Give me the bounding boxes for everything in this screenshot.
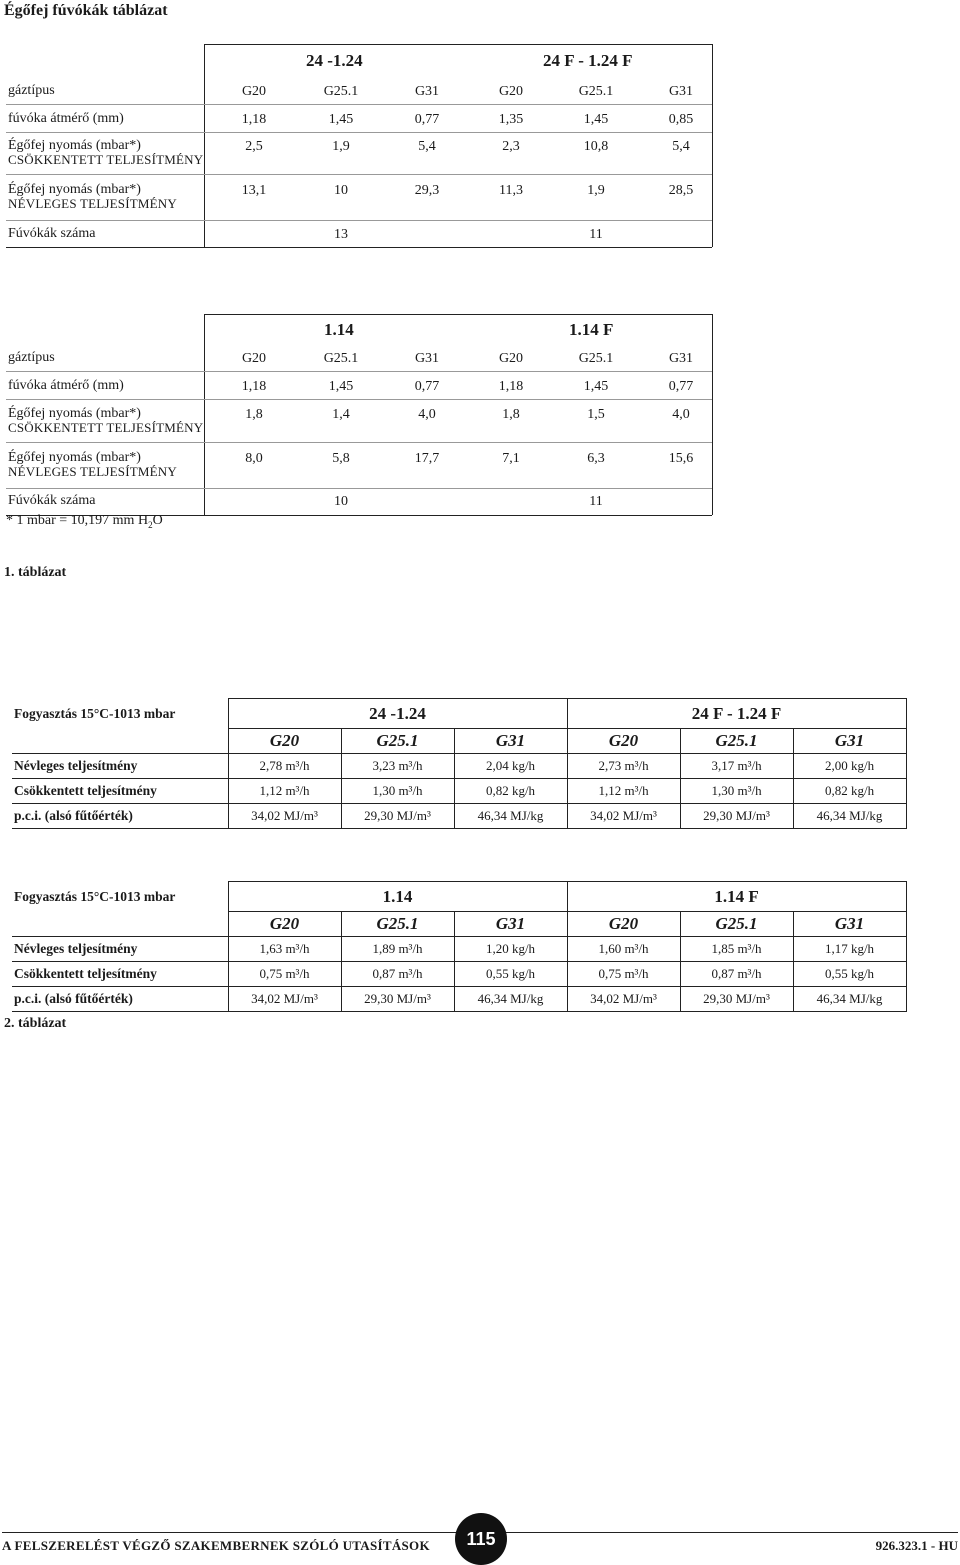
table-cell: 29,30 MJ/m³ xyxy=(341,804,454,829)
table-cell: 29,30 MJ/m³ xyxy=(680,987,793,1012)
table-cell: 17,7 xyxy=(414,451,440,466)
gas-header: G25.1 xyxy=(341,912,454,937)
footnote-sub: 2 xyxy=(148,519,153,530)
row-label: fúvóka átmérő (mm) xyxy=(8,378,124,393)
row-label xyxy=(8,183,177,212)
row-label: Fúvókák száma xyxy=(8,226,96,241)
gas-header: G25.1 xyxy=(341,729,454,754)
table-cell: 2,00 kg/h xyxy=(793,754,906,779)
row-divider xyxy=(6,371,712,372)
table-cell: 1,35 xyxy=(498,112,524,127)
gas-header: G31 xyxy=(668,84,694,99)
footer-title: A FELSZERELÉST VÉGZŐ SZAKEMBERNEK SZÓLÓ UTASÍTÁSOK xyxy=(2,1538,430,1553)
gas-header: G25.1 xyxy=(680,912,793,937)
page-footer xyxy=(0,1508,960,1563)
gas-header: G20 xyxy=(241,351,267,366)
gas-header: G31 xyxy=(414,351,440,366)
row-label-line2: NÉVLEGES TELJESÍTMÉNY xyxy=(8,464,177,479)
burner-table-2 xyxy=(6,314,712,519)
table-cell: 0,75 m³/h xyxy=(567,962,680,987)
table-cell: 10,8 xyxy=(583,139,609,154)
table-cell: 2,3 xyxy=(502,139,520,154)
table-cell: 1,12 m³/h xyxy=(567,779,680,804)
gas-header: G20 xyxy=(228,729,341,754)
row-label: Csökkentett teljesítmény xyxy=(12,962,228,987)
table-cell: 0,77 xyxy=(414,379,440,394)
table-cell: 2,04 kg/h xyxy=(454,754,567,779)
table-cell: 46,34 MJ/kg xyxy=(793,804,906,829)
table-cell: 0,55 kg/h xyxy=(454,962,567,987)
table-cell: 0,77 xyxy=(668,379,694,394)
table-cell: 1,85 m³/h xyxy=(680,937,793,962)
table-cell: 1,63 m³/h xyxy=(228,937,341,962)
group-header: 1.14 F xyxy=(567,882,906,912)
table-caption: 1. táblázat xyxy=(4,565,67,580)
table-cell: 5,4 xyxy=(418,139,436,154)
table-cell: 1,4 xyxy=(332,407,350,422)
table-cell: 46,34 MJ/kg xyxy=(454,804,567,829)
table-row xyxy=(12,804,906,829)
row-divider xyxy=(6,442,712,443)
group-header: 1.14 xyxy=(228,882,567,912)
table-cell: 2,73 m³/h xyxy=(567,754,680,779)
row-label: Névleges teljesítmény xyxy=(12,754,228,779)
table-cell: 7,1 xyxy=(502,451,520,466)
gas-header: G31 xyxy=(454,912,567,937)
table-cell: 4,0 xyxy=(418,407,436,422)
table-cell: 11 xyxy=(589,494,603,509)
row-label-line1: Égőfej nyomás (mbar*) xyxy=(8,406,141,421)
table-cell: 34,02 MJ/m³ xyxy=(228,987,341,1012)
empty-cell xyxy=(12,912,228,937)
row-label-line2: CSÖKKENTETT TELJESÍTMÉNY xyxy=(8,152,204,167)
table-cell: 0,55 kg/h xyxy=(793,962,906,987)
gas-header: G25.1 xyxy=(680,729,793,754)
table-cell: 34,02 MJ/m³ xyxy=(228,804,341,829)
group-header: 24 F - 1.24 F xyxy=(567,699,906,729)
row-label: Névleges teljesítmény xyxy=(12,937,228,962)
table-cell: 0,75 m³/h xyxy=(228,962,341,987)
document-code: 926.323.1 - HU xyxy=(875,1538,958,1553)
table-cell: 34,02 MJ/m³ xyxy=(567,987,680,1012)
table-cell: 5,8 xyxy=(332,451,350,466)
row-label-line1: Égőfej nyomás (mbar*) xyxy=(8,182,141,197)
table-cell: 1,18 xyxy=(498,379,524,394)
table-row xyxy=(12,962,906,987)
table-cell: 46,34 MJ/kg xyxy=(454,987,567,1012)
footnote-tail: O xyxy=(152,513,163,528)
row-label-line2: CSÖKKENTETT TELJESÍTMÉNY xyxy=(8,420,204,435)
table-cell: 1,30 m³/h xyxy=(341,779,454,804)
gas-header: G25.1 xyxy=(578,351,614,366)
consumption-table-1 xyxy=(12,698,906,829)
gas-header: G31 xyxy=(668,351,694,366)
gas-header: G20 xyxy=(498,351,524,366)
group-header: 1.14 F xyxy=(569,320,614,339)
table-cell: 11,3 xyxy=(499,183,523,198)
table-cell: 0,82 kg/h xyxy=(793,779,906,804)
row-divider xyxy=(6,174,712,175)
table-cell: 1,8 xyxy=(502,407,520,422)
row-label xyxy=(8,407,203,436)
table-cell: 2,78 m³/h xyxy=(228,754,341,779)
row-label: fúvóka átmérő (mm) xyxy=(8,111,124,126)
table-cell: 1,18 xyxy=(241,379,267,394)
table-cell: 10 xyxy=(334,183,348,198)
consumption-header-label: Fogyasztás 15°C-1013 mbar xyxy=(12,699,228,729)
table-cell: 1,9 xyxy=(332,139,350,154)
burner-table-1 xyxy=(6,44,712,249)
row-divider xyxy=(6,399,712,400)
table-cell: 46,34 MJ/kg xyxy=(793,987,906,1012)
table-cell: 4,0 xyxy=(672,407,690,422)
row-label-line1: Égőfej nyomás (mbar*) xyxy=(8,450,141,465)
table-cell: 29,3 xyxy=(414,183,440,198)
table-cell: 1,45 xyxy=(583,112,609,127)
gas-type-label: gáztípus xyxy=(8,350,55,365)
consumption-grid xyxy=(12,881,907,1012)
table-cell: 3,23 m³/h xyxy=(341,754,454,779)
gas-header: G31 xyxy=(454,729,567,754)
consumption-header-label: Fogyasztás 15°C-1013 mbar xyxy=(12,882,228,912)
row-divider xyxy=(6,488,712,489)
consumption-grid xyxy=(12,698,907,829)
gas-header: G20 xyxy=(241,84,267,99)
row-label: p.c.i. (alsó fűtőérték) xyxy=(12,804,228,829)
table-cell: 15,6 xyxy=(668,451,694,466)
gas-header: G20 xyxy=(498,84,524,99)
gas-header: G20 xyxy=(228,912,341,937)
table-cell: 1,45 xyxy=(328,379,354,394)
footnote xyxy=(6,513,163,530)
gas-type-label: gáztípus xyxy=(8,83,55,98)
row-label: Fúvókák száma xyxy=(8,493,96,508)
gas-header: G25.1 xyxy=(323,84,359,99)
gas-header: G31 xyxy=(793,729,906,754)
table-bottom-rule xyxy=(6,247,712,248)
table-cell: 2,5 xyxy=(245,139,263,154)
table-cell: 29,30 MJ/m³ xyxy=(680,804,793,829)
table-row xyxy=(12,937,906,962)
table-cell: 8,0 xyxy=(245,451,263,466)
table-cell: 1,12 m³/h xyxy=(228,779,341,804)
table-cell: 1,8 xyxy=(245,407,263,422)
table-cell: 5,4 xyxy=(672,139,690,154)
table-cell: 10 xyxy=(334,494,348,509)
page-title: Égőfej fúvókák táblázat xyxy=(4,2,168,19)
table-row xyxy=(12,754,906,779)
table-cell: 0,77 xyxy=(414,112,440,127)
table-cell: 1,89 m³/h xyxy=(341,937,454,962)
table-cell: 13,1 xyxy=(241,183,267,198)
row-label: p.c.i. (alsó fűtőérték) xyxy=(12,987,228,1012)
gas-header: G25.1 xyxy=(323,351,359,366)
table-cell: 1,5 xyxy=(587,407,605,422)
table-cell: 3,17 m³/h xyxy=(680,754,793,779)
group-header: 1.14 xyxy=(324,320,354,339)
table-caption: 2. táblázat xyxy=(4,1016,67,1031)
table-cell: 1,30 m³/h xyxy=(680,779,793,804)
group-header: 24 -1.24 xyxy=(306,51,363,70)
row-label-line2: NÉVLEGES TELJESÍTMÉNY xyxy=(8,196,177,211)
gas-header: G31 xyxy=(414,84,440,99)
table-cell: 0,85 xyxy=(668,112,694,127)
row-label: Csökkentett teljesítmény xyxy=(12,779,228,804)
table-cell: 0,82 kg/h xyxy=(454,779,567,804)
group-header: 24 -1.24 xyxy=(228,699,567,729)
row-label xyxy=(8,451,177,480)
row-divider xyxy=(6,132,712,133)
table-cell: 34,02 MJ/m³ xyxy=(567,804,680,829)
table-cell: 29,30 MJ/m³ xyxy=(341,987,454,1012)
footnote-text: * 1 mbar = 10,197 mm H xyxy=(6,513,149,528)
table-cell: 6,3 xyxy=(587,451,605,466)
group-header: 24 F - 1.24 F xyxy=(543,51,633,70)
table-cell: 11 xyxy=(589,227,603,242)
table-cell: 1,18 xyxy=(241,112,267,127)
table-row xyxy=(12,779,906,804)
table-cell: 1,45 xyxy=(583,379,609,394)
consumption-table-2 xyxy=(12,881,906,1012)
row-label xyxy=(8,139,203,168)
row-divider xyxy=(6,220,712,221)
table-cell: 1,17 kg/h xyxy=(793,937,906,962)
empty-cell xyxy=(12,729,228,754)
table-cell: 0,87 m³/h xyxy=(341,962,454,987)
gas-header: G20 xyxy=(567,912,680,937)
table-cell: 0,87 m³/h xyxy=(680,962,793,987)
table-cell: 1,9 xyxy=(587,183,605,198)
row-label-line1: Égőfej nyomás (mbar*) xyxy=(8,138,141,153)
row-divider xyxy=(6,104,712,105)
page-number: 115 xyxy=(455,1513,507,1565)
table-row xyxy=(12,987,906,1012)
gas-header: G20 xyxy=(567,729,680,754)
table-cell: 1,45 xyxy=(328,112,354,127)
gas-header: G25.1 xyxy=(578,84,614,99)
table-cell: 13 xyxy=(334,227,348,242)
table-cell: 1,60 m³/h xyxy=(567,937,680,962)
table-cell: 28,5 xyxy=(668,183,694,198)
gas-header: G31 xyxy=(793,912,906,937)
table-cell: 1,20 kg/h xyxy=(454,937,567,962)
